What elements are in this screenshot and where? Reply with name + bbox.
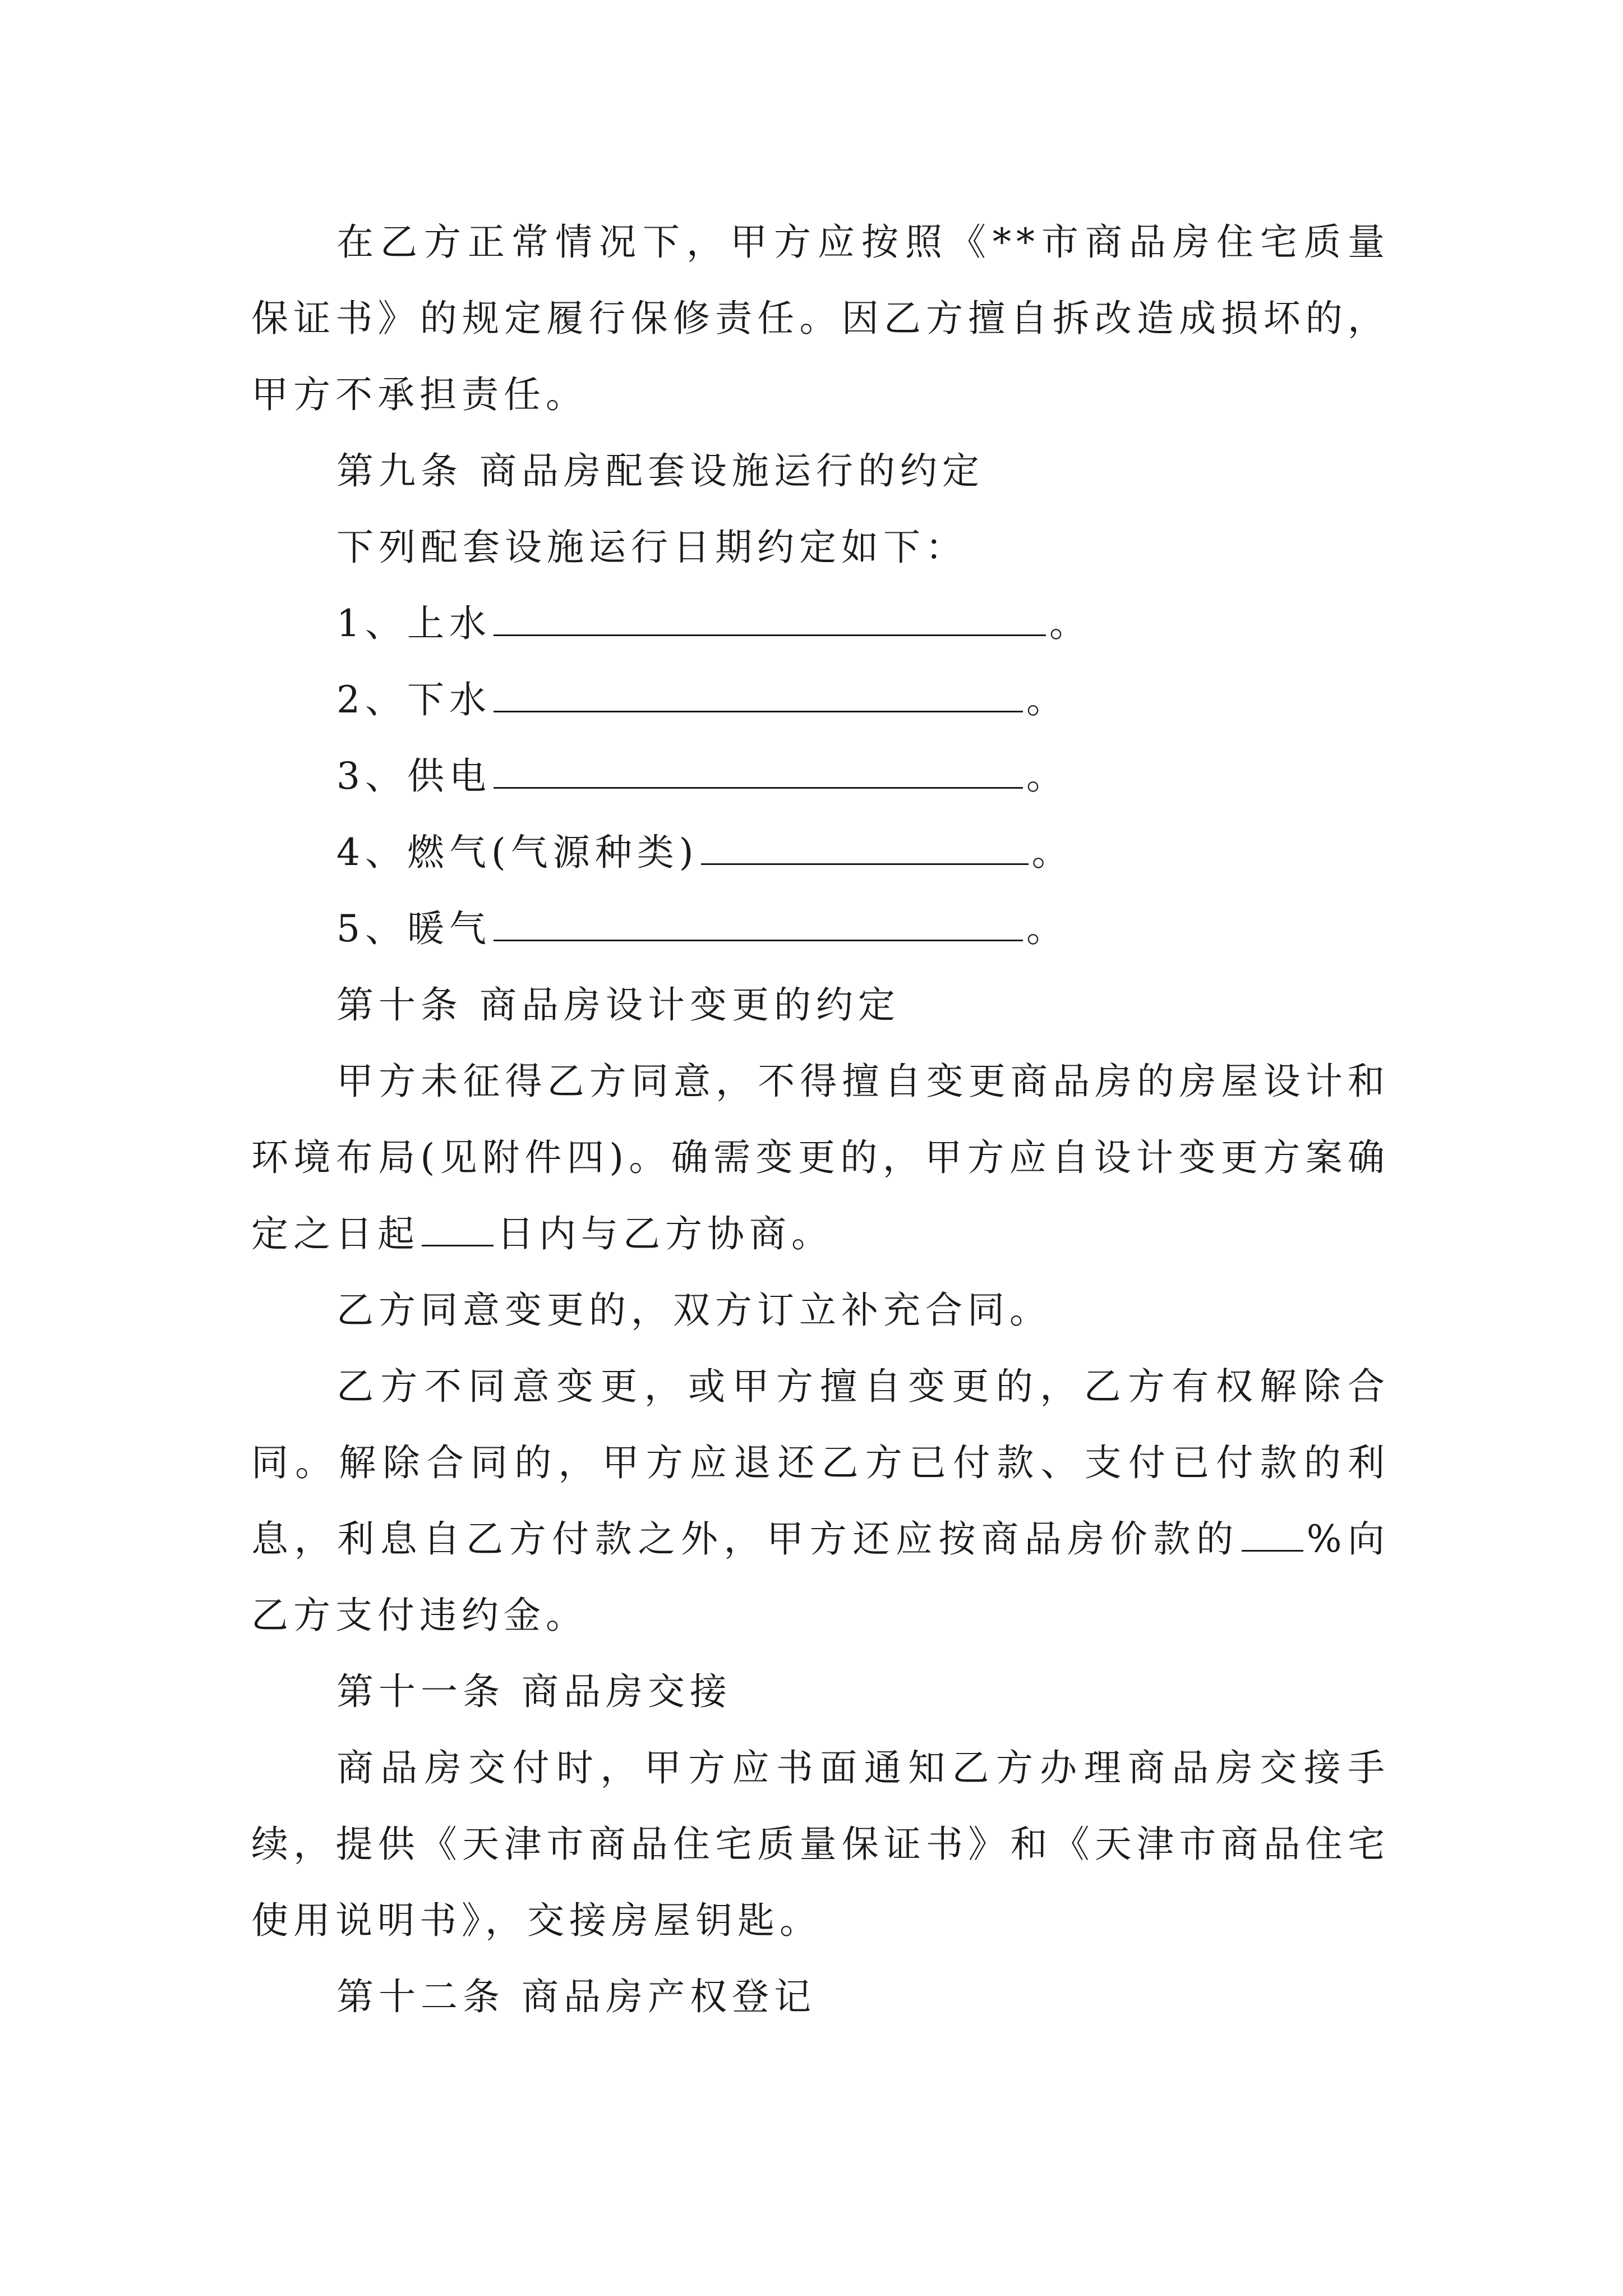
- facility-item-drainage: [251, 662, 1390, 738]
- blank-field: [701, 831, 1029, 865]
- facility-item-heating: [251, 891, 1390, 967]
- facility-end: 。: [1026, 678, 1068, 721]
- facility-end: 。: [1049, 602, 1091, 645]
- disagree-change-text-a: 乙方不同意变更，或甲方擅自变更的，乙方有权解除合同。解除合同的，甲方应退还乙方已付款、支付已付款的利息，利息自乙方付款之外，甲方还应按商品房价款的: [251, 1365, 1390, 1561]
- article-9-title: 第九条 商品房配套设施运行的约定: [336, 449, 984, 493]
- agree-change-paragraph: 乙方同意变更的，双方订立补充合同。: [336, 1289, 1052, 1332]
- facility-label: 1、上水: [336, 602, 491, 645]
- blank-field: [422, 1212, 494, 1246]
- facility-label: 4、燃气(气源种类): [336, 831, 699, 874]
- disagree-change-text-b: %向乙方支付违约金。: [251, 1517, 1390, 1637]
- facility-end: 。: [1026, 907, 1068, 950]
- facility-item-power: [251, 738, 1390, 815]
- disagree-change-paragraph: [251, 1349, 1390, 1654]
- article-11-title: 第十一条 商品房交接: [336, 1670, 732, 1713]
- facility-label: 3、供电: [336, 754, 491, 798]
- blank-field: [494, 602, 1046, 636]
- design-change-text-a: 甲方未征得乙方同意，不得擅自变更商品房的房屋设计和环境布局(见附件四)。确需变更的，甲方应自设计变更方案确定之日起: [251, 1060, 1390, 1255]
- facility-label: 5、暖气: [336, 907, 491, 950]
- warranty-paragraph: 在乙方正常情况下，甲方应按照《**市商品房住宅质量保证书》的规定履行保修责任。因乙方擅自拆改造成损坏的，甲方不承担责任。: [251, 220, 1390, 416]
- handover-paragraph: 商品房交付时，甲方应书面通知乙方办理商品房交接手续，提供《天津市商品住宅质量保证书》和《天津市商品住宅使用说明书》，交接房屋钥匙。: [251, 1746, 1390, 1942]
- article-12-title: 第十二条 商品房产权登记: [336, 1975, 816, 2018]
- blank-field: [494, 678, 1023, 712]
- facility-label: 2、下水: [336, 678, 491, 721]
- document-body: [251, 204, 1390, 2035]
- blank-field: [1242, 1517, 1303, 1552]
- facility-item-water-supply: [251, 586, 1390, 662]
- blank-field: [494, 754, 1023, 789]
- design-change-text-b: 日内与乙方协商。: [497, 1212, 833, 1255]
- facility-item-gas: [251, 815, 1390, 891]
- article-10-title: 第十条 商品房设计变更的约定: [336, 983, 900, 1027]
- blank-field: [494, 907, 1023, 941]
- design-change-paragraph: [251, 1043, 1390, 1272]
- facility-end: 。: [1031, 831, 1074, 874]
- article-9-intro: 下列配套设施运行日期约定如下：: [336, 526, 967, 569]
- facility-end: 。: [1026, 754, 1068, 798]
